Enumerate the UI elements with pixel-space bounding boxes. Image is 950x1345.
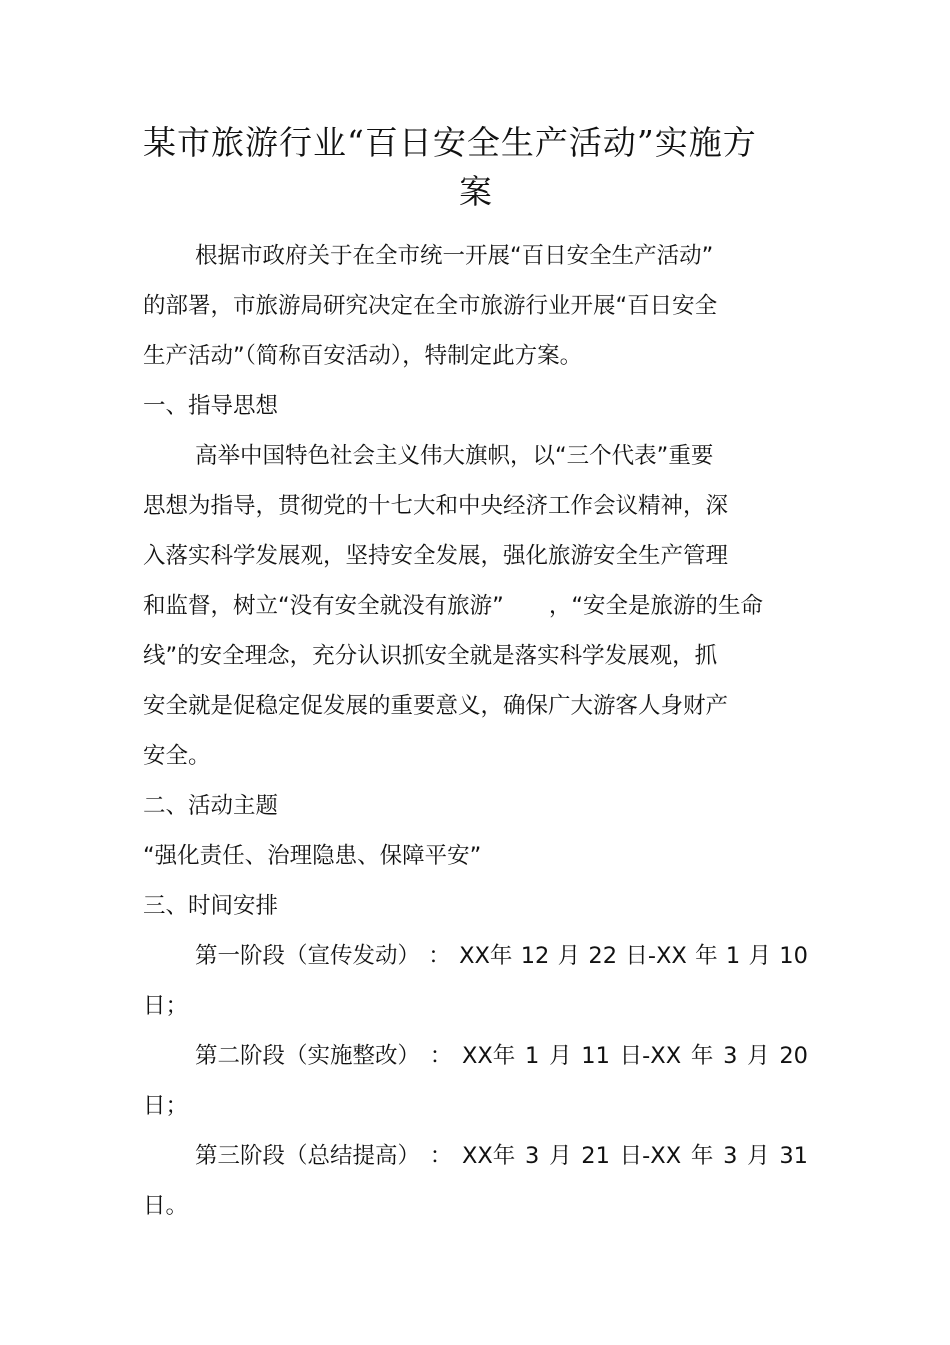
schedule-stage-3: [195, 1145, 808, 1168]
stage-3-part: 年: [690, 1143, 714, 1169]
guiding-ideology-line-6: 安全就是促稳定促发展的重要意义，确保广大游客人身财产: [143, 693, 729, 719]
document-title-line-1: 某市旅游行业“百日安全生产活动”实施方: [143, 123, 757, 162]
stage-1-part: 12: [520, 943, 550, 969]
stage-1-part: ：: [428, 943, 451, 969]
document-title-line-2: 案: [459, 172, 493, 211]
section-heading-guiding-ideology: 一、指导思想: [143, 393, 279, 419]
stage-3-part: 第三阶段（总结提高）: [195, 1143, 421, 1169]
stage-1-part: XX年: [459, 943, 513, 969]
stage-3-part: 月: [549, 1143, 572, 1169]
stage-3-part: 月: [747, 1143, 770, 1169]
stage-3-part: 3: [525, 1143, 540, 1169]
stage-2-part: 1: [525, 1043, 540, 1069]
guiding-ideology-line-2: 思想为指导，贯彻党的十七大和中央经济工作会议精神，深: [143, 493, 729, 519]
guiding-ideology-line-3: 入落实科学发展观，坚持安全发展，强化旅游安全生产管理: [143, 543, 729, 569]
schedule-stage-1-tail: 日；: [143, 993, 189, 1019]
stage-3-part: 日-XX: [619, 1143, 682, 1169]
stage-1-part: 日-XX: [625, 943, 687, 969]
schedule-stage-3-tail: 日。: [143, 1193, 189, 1219]
stage-1-part: 22: [588, 943, 618, 969]
stage-3-part: 3: [723, 1143, 738, 1169]
stage-3-part: ：: [429, 1143, 453, 1169]
stage-2-part: 月: [549, 1043, 572, 1069]
section-heading-activity-theme: 二、活动主题: [143, 793, 279, 819]
stage-3-part: 31: [779, 1143, 808, 1169]
stage-2-part: 11: [581, 1043, 610, 1069]
stage-2-part: ：: [429, 1043, 453, 1069]
stage-1-part: 1: [725, 943, 741, 969]
stage-2-part: 3: [723, 1043, 738, 1069]
stage-2-part: 20: [779, 1043, 808, 1069]
stage-3-part: 21: [581, 1143, 610, 1169]
schedule-stage-2-tail: 日；: [143, 1093, 189, 1119]
guiding-ideology-line-7: 安全。: [143, 743, 211, 769]
stage-2-part: XX年: [461, 1043, 516, 1069]
stage-1-part: 年: [695, 943, 718, 969]
stage-2-part: 月: [747, 1043, 770, 1069]
guiding-ideology-line-4: 和监督，树立“没有安全就没有旅游” ，“安全是旅游的生命: [143, 593, 763, 619]
section-heading-schedule: 三、时间安排: [143, 893, 279, 919]
intro-line-1: 根据市政府关于在全市统一开展“百日安全生产活动”: [195, 243, 714, 269]
stage-1-part: 月: [557, 943, 581, 969]
stage-2-part: 日-XX: [619, 1043, 682, 1069]
guiding-ideology-line-1: 高举中国特色社会主义伟大旗帜，以“三个代表”重要: [195, 443, 714, 469]
schedule-stage-2: [195, 1045, 808, 1068]
intro-line-2: 的部署，市旅游局研究决定在全市旅游行业开展“百日安全: [143, 293, 718, 319]
guiding-ideology-line-5: 线”的安全理念，充分认识抓安全就是落实科学发展观，抓: [143, 643, 718, 669]
stage-1-part: 月: [748, 943, 771, 969]
stage-2-part: 年: [690, 1043, 714, 1069]
schedule-stage-1: [195, 945, 808, 968]
activity-theme-text: “强化责任、治理隐患、保障平安”: [143, 843, 482, 869]
stage-3-part: XX年: [461, 1143, 516, 1169]
intro-line-3: 生产活动”（简称百安活动），特制定此方案。: [143, 343, 583, 369]
stage-2-part: 第二阶段（实施整改）: [195, 1043, 421, 1069]
stage-1-part: 10: [779, 943, 808, 969]
stage-1-part: 第一阶段（宣传发动）: [195, 943, 421, 969]
